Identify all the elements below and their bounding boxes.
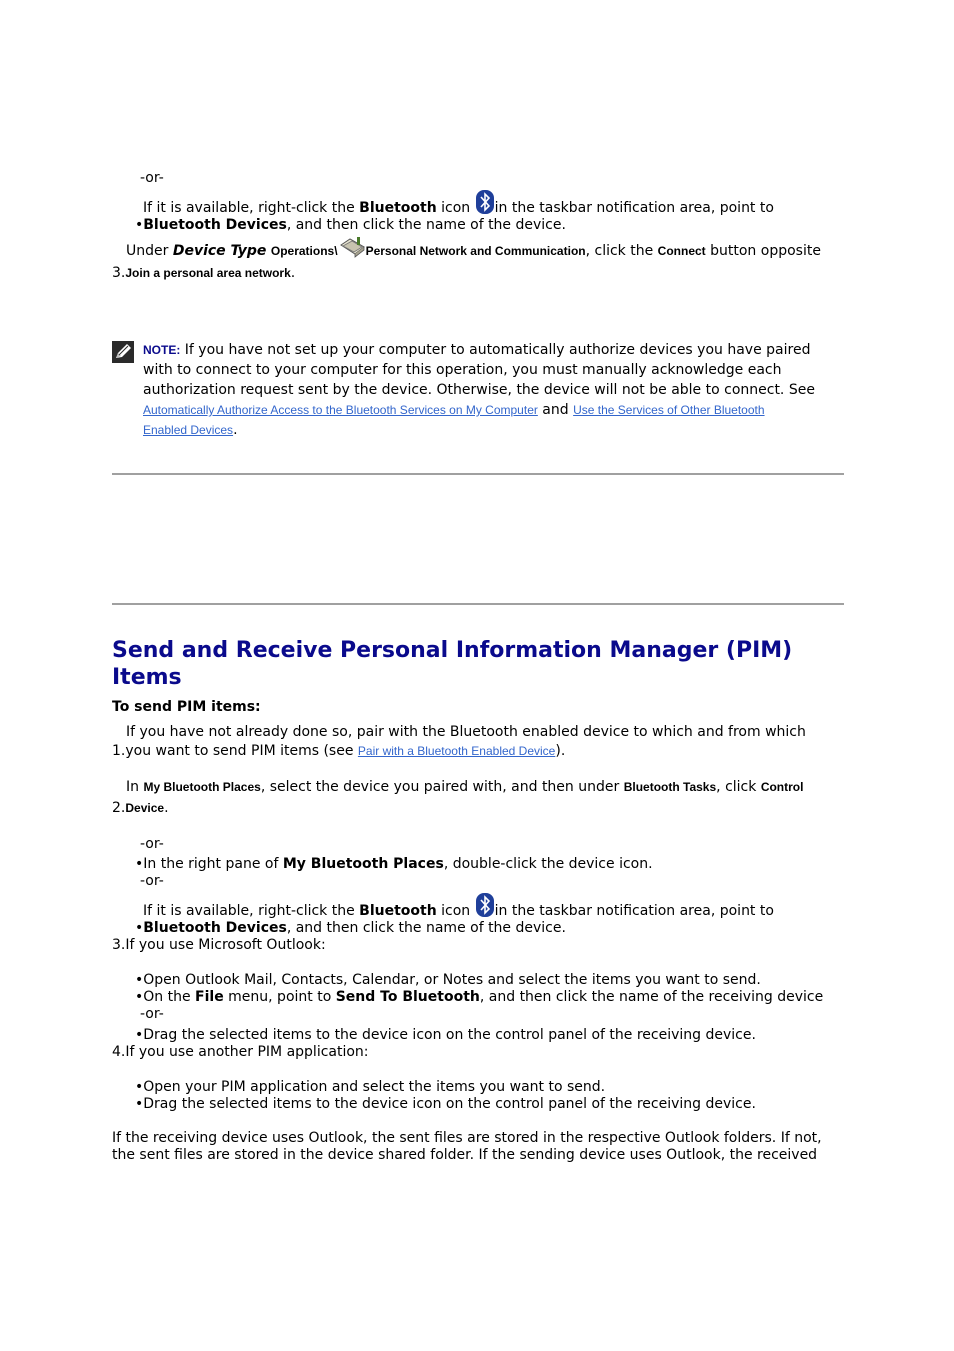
divider	[112, 473, 844, 475]
step3-connect-instruction: Under Device Type Operations\ Personal Network and Communication, click the Connect button opposite	[126, 243, 821, 272]
outlook-bullet-2: •On the File menu, point to Send To Bluetooth, and then click the name of the receiving device	[135, 989, 824, 1005]
step2-line2: 2.Device.	[112, 800, 169, 816]
outlook-bullet-3: •Drag the selected items to the device icon on the control panel of the receiving device.	[135, 1027, 756, 1043]
divider	[112, 603, 844, 605]
or-separator: -or-	[140, 873, 164, 889]
note-line-4: Automatically Authorize Access to the Bluetooth Services on My Computer and Use the Services of Other Bluetooth	[143, 402, 765, 418]
use-services-link-cont[interactable]: Enabled Devices	[143, 423, 234, 437]
step4-other-pim: 4.If you use another PIM application:	[112, 1044, 369, 1060]
note-label: NOTE:	[143, 343, 181, 357]
bluetooth-icon	[475, 190, 495, 219]
pair-device-link[interactable]: Pair with a Bluetooth Enabled Device	[357, 744, 556, 758]
step3-outlook: 3.If you use Microsoft Outlook:	[112, 937, 326, 953]
outlook-bullet-1: •Open Outlook Mail, Contacts, Calendar, or Notes and select the items you want to send.	[135, 972, 761, 988]
closing-paragraph-line1: If the receiving device uses Outlook, the sent files are stored in the respective Outlook folders. If not,	[112, 1130, 822, 1146]
note-pencil-icon	[112, 341, 134, 367]
subheading: To send PIM items:	[112, 699, 261, 715]
step1-line1: If you have not already done so, pair with the Bluetooth enabled device to which and from which	[126, 724, 806, 740]
pim-bullet-2: •Drag the selected items to the device icon on the control panel of the receiving device.	[135, 1096, 756, 1112]
join-pan-link: Join a personal area network	[125, 266, 291, 280]
step1-line2: 1.you want to send PIM items (see Pair with a Bluetooth Enabled Device).	[112, 743, 566, 759]
auto-authorize-link[interactable]: Automatically Authorize Access to the Bluetooth Services on My Computer	[143, 403, 538, 417]
or-separator: -or-	[140, 170, 164, 186]
closing-paragraph-line2: the sent files are stored in the device shared folder. If the sending device uses Outlook, the received	[112, 1147, 818, 1163]
step2-line1: In My Bluetooth Places, select the device you paired with, and then under Bluetooth Tasks, click Control	[126, 779, 804, 795]
step3-join-line: 3.Join a personal area network.	[112, 265, 296, 281]
bluetooth-icon-instruction: If it is available, right-click the Bluetooth icon in the taskbar notification area, point to	[143, 903, 774, 932]
bluetooth-icon	[475, 893, 495, 922]
or-separator: -or-	[140, 1006, 164, 1022]
note-line-2: with to connect to your computer for this operation, you must manually acknowledge each	[143, 362, 782, 378]
note-line-3: authorization request sent by the device. Otherwise, the device will not be able to connect. See	[143, 382, 815, 398]
bluetooth-devices-bullet: •Bluetooth Devices, and then click the name of the device.	[135, 920, 566, 936]
right-pane-bullet: •In the right pane of My Bluetooth Places, double-click the device icon.	[135, 856, 653, 872]
section-heading: Send and Receive Personal Information Manager (PIM) Items	[112, 638, 793, 690]
bluetooth-devices-bullet: •Bluetooth Devices, and then click the name of the device.	[135, 217, 566, 233]
or-separator: -or-	[140, 836, 164, 852]
use-services-link[interactable]: Use the Services of Other Bluetooth	[573, 403, 765, 417]
note-line-5: Enabled Devices.	[143, 422, 238, 438]
operations-icon	[338, 235, 366, 264]
note-line-1: NOTE: If you have not set up your computer to automatically authorize devices you have paired	[143, 342, 811, 358]
bluetooth-icon-instruction: If it is available, right-click the Bluetooth icon in the taskbar notification area, point to	[143, 200, 774, 229]
pim-bullet-1: •Open your PIM application and select the items you want to send.	[135, 1079, 606, 1095]
